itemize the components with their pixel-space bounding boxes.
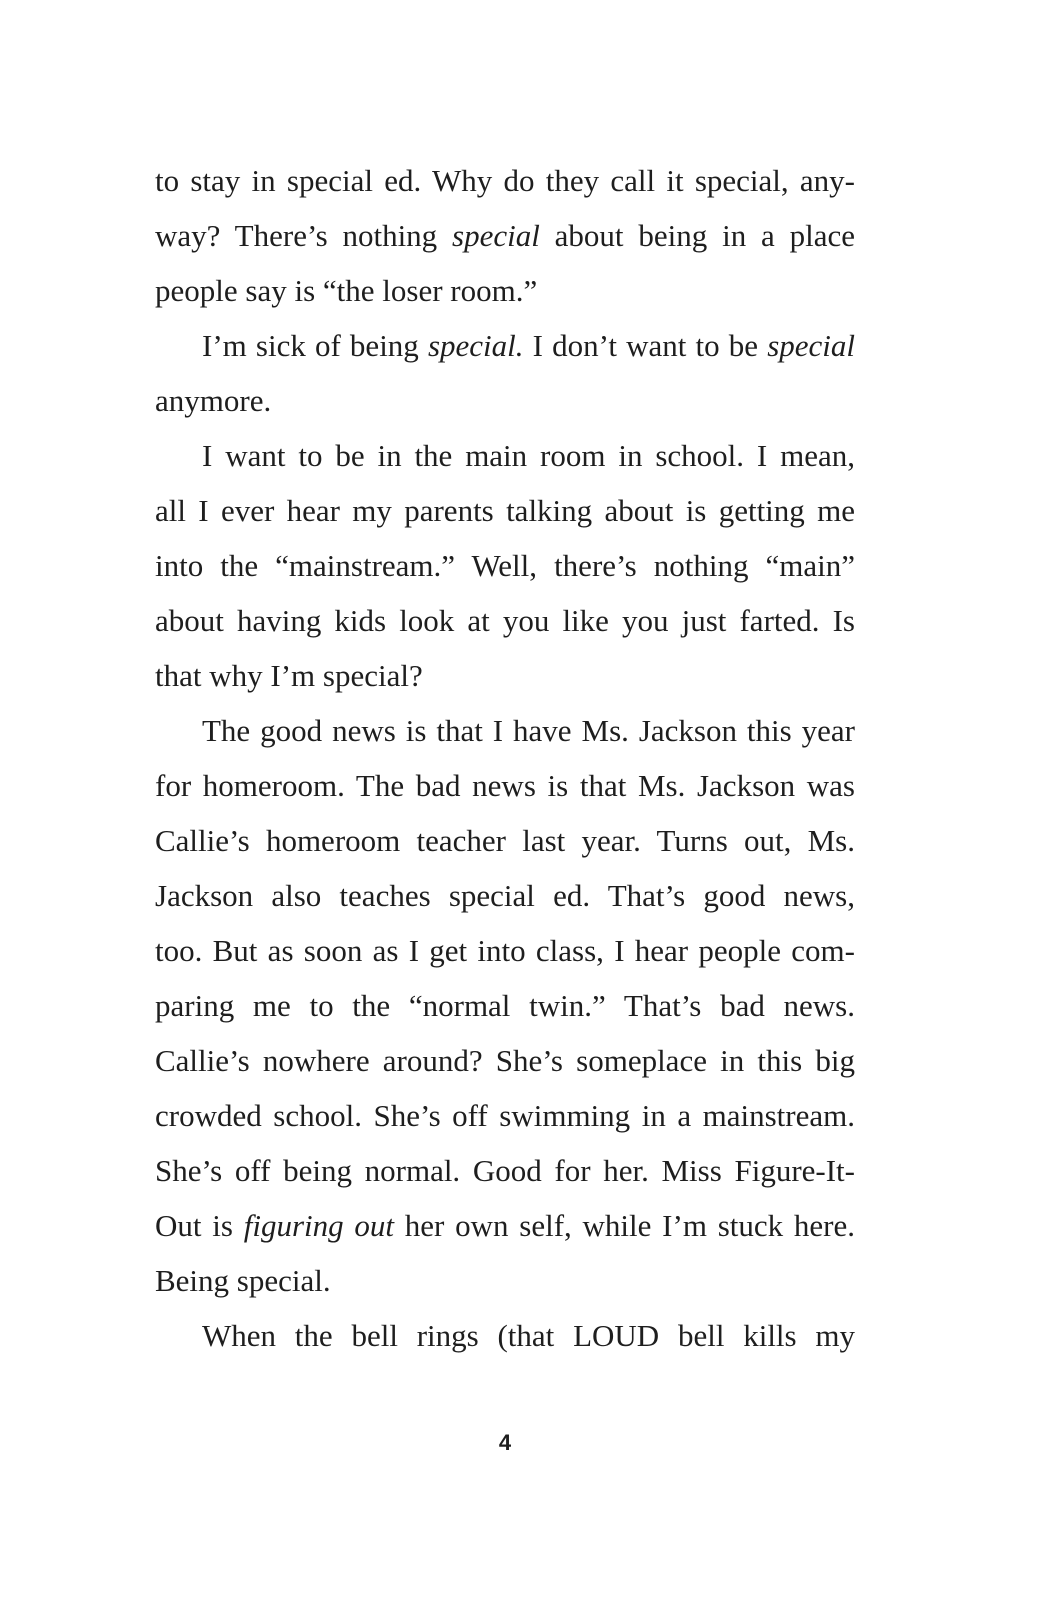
page-number: 4 [498,1430,512,1455]
text-segment: too. But as soon as I get into class, I hear people com- [155,933,855,968]
body-text [155,153,855,1363]
text-line [155,813,855,868]
text-segment: paring me to the “normal twin.” That’s bad news. [155,988,855,1023]
text-line [155,1253,855,1308]
text-segment: people say is “the loser room.” [155,273,538,308]
text-line [155,483,855,538]
text-line [155,1033,855,1088]
text-segment: anymore. [155,383,272,418]
text-line [155,373,855,428]
text-line [155,868,855,923]
text-segment: Jackson also teaches special ed. That’s good news, [155,878,855,913]
text-line [155,1088,855,1143]
text-segment: Being special. [155,1263,331,1298]
text-segment: When the bell rings (that LOUD bell kills my [202,1318,855,1353]
text-segment: all I ever hear my parents talking about is getting me [155,493,855,528]
text-segment: way? There’s nothing [155,218,453,253]
text-segment: her own self, while I’m stuck here. [394,1208,855,1243]
text-segment: about being in a place [539,218,856,253]
text-segment: to stay in special ed. Why do they call it special, any- [155,163,855,198]
text-segment: into the “mainstream.” Well, there’s nothing “main” [155,548,855,583]
text-segment: Out is [155,1208,244,1243]
text-segment: I want to be in the main room in school. I mean, [202,438,855,473]
text-segment: crowded school. She’s off swimming in a mainstream. [155,1098,855,1133]
text-segment: Callie’s nowhere around? She’s someplace in this big [155,1043,855,1078]
text-line [155,1143,855,1198]
text-line [155,593,855,648]
text-segment: The good news is that I have Ms. Jackson this year [202,713,855,748]
text-segment: about having kids look at you like you just farted. Is [155,603,855,638]
text-segment: She’s off being normal. Good for her. Miss Figure-It- [155,1153,855,1188]
text-line [155,263,855,318]
text-line [155,758,855,813]
text-segment: I don’t want to be [523,328,768,363]
italic-text: special [452,218,540,253]
text-line [155,538,855,593]
text-line [155,208,855,263]
text-line [155,428,855,483]
text-line [155,648,855,703]
italic-text: special. [427,328,524,363]
text-line [155,703,855,758]
text-line [155,978,855,1033]
text-segment: Callie’s homeroom teacher last year. Turns out, Ms. [155,823,855,858]
text-segment: for homeroom. The bad news is that Ms. Jackson was [155,768,855,803]
text-line [155,1198,855,1253]
text-line [155,1308,855,1363]
text-line [155,318,855,373]
text-line [155,923,855,978]
italic-text: figuring out [243,1208,394,1243]
text-line [155,153,855,208]
italic-text: special [767,328,855,363]
text-segment: that why I’m special? [155,658,423,693]
text-segment: I’m sick of being [202,328,428,363]
